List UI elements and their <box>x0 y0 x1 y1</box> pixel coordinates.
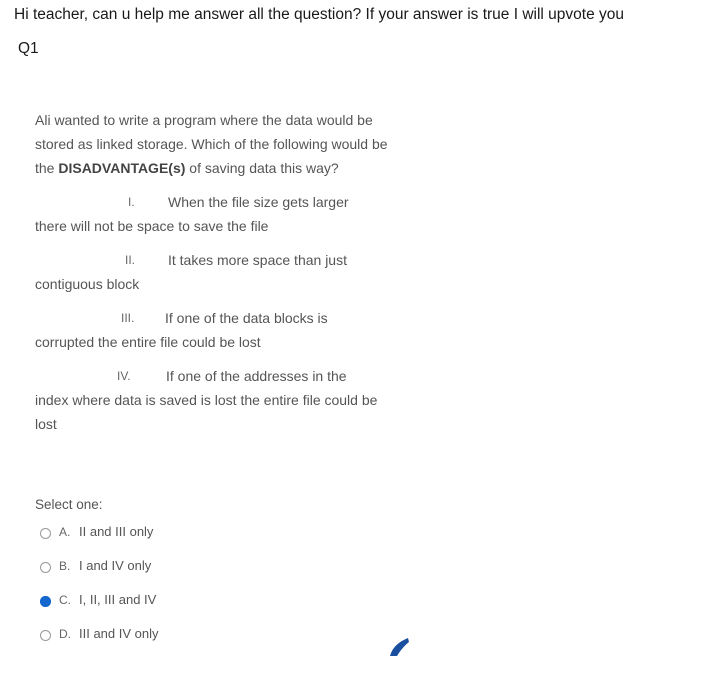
option-text: I, II, III and IV <box>79 592 157 607</box>
option-letter: B. <box>59 559 71 573</box>
option-text: III and IV only <box>79 626 159 641</box>
option-letter: C. <box>59 593 71 607</box>
option-text: I and IV only <box>79 558 152 573</box>
option-text: II and III only <box>79 524 154 539</box>
option-b[interactable] <box>40 558 159 592</box>
cropped-blue-shape-icon <box>388 636 410 656</box>
radio-button-selected[interactable] <box>40 596 51 607</box>
statement-item <box>35 190 395 238</box>
radio-button[interactable] <box>40 630 51 641</box>
radio-button[interactable] <box>40 528 51 539</box>
stem-text-after: of saving data this way? <box>185 160 339 176</box>
option-letter: A. <box>59 525 71 539</box>
statement-numeral: I. <box>128 195 135 209</box>
radio-button[interactable] <box>40 562 51 573</box>
statement-first-line: It takes more space than just <box>168 252 347 268</box>
statement-item <box>35 364 395 436</box>
question-box <box>35 108 395 436</box>
stem-emphasis: DISADVANTAGE(s) <box>58 160 186 176</box>
statement-rest: contiguous block <box>35 276 140 292</box>
question-number: Q1 <box>18 40 39 57</box>
statement-first-line: When the file size gets larger <box>168 194 349 210</box>
statement-first-line: If one of the addresses in the <box>166 368 347 384</box>
answer-options <box>40 524 159 660</box>
statement-item <box>35 248 395 296</box>
statement-rest: there will not be space to save the file <box>35 218 269 234</box>
option-a[interactable] <box>40 524 159 558</box>
option-letter: D. <box>59 627 71 641</box>
statement-numeral: IV. <box>117 369 131 383</box>
statement-item <box>35 306 395 354</box>
statement-rest: index where data is saved is lost the entire file could be lost <box>35 392 378 432</box>
statement-numeral: III. <box>121 311 135 325</box>
option-c[interactable] <box>40 592 159 626</box>
select-one-label: Select one: <box>35 497 103 512</box>
statement-numeral: II. <box>125 253 136 267</box>
option-d[interactable] <box>40 626 159 660</box>
statement-rest: corrupted the entire file could be lost <box>35 334 261 350</box>
question-stem <box>35 108 395 180</box>
statement-first-line: If one of the data blocks is <box>165 310 328 326</box>
request-text: Hi teacher, can u help me answer all the question? If your answer is true I will upvote you <box>14 6 624 23</box>
stem-text-before: Ali wanted to write a program where the data would be stored as linked storage. Which of the following would be the <box>35 112 388 176</box>
